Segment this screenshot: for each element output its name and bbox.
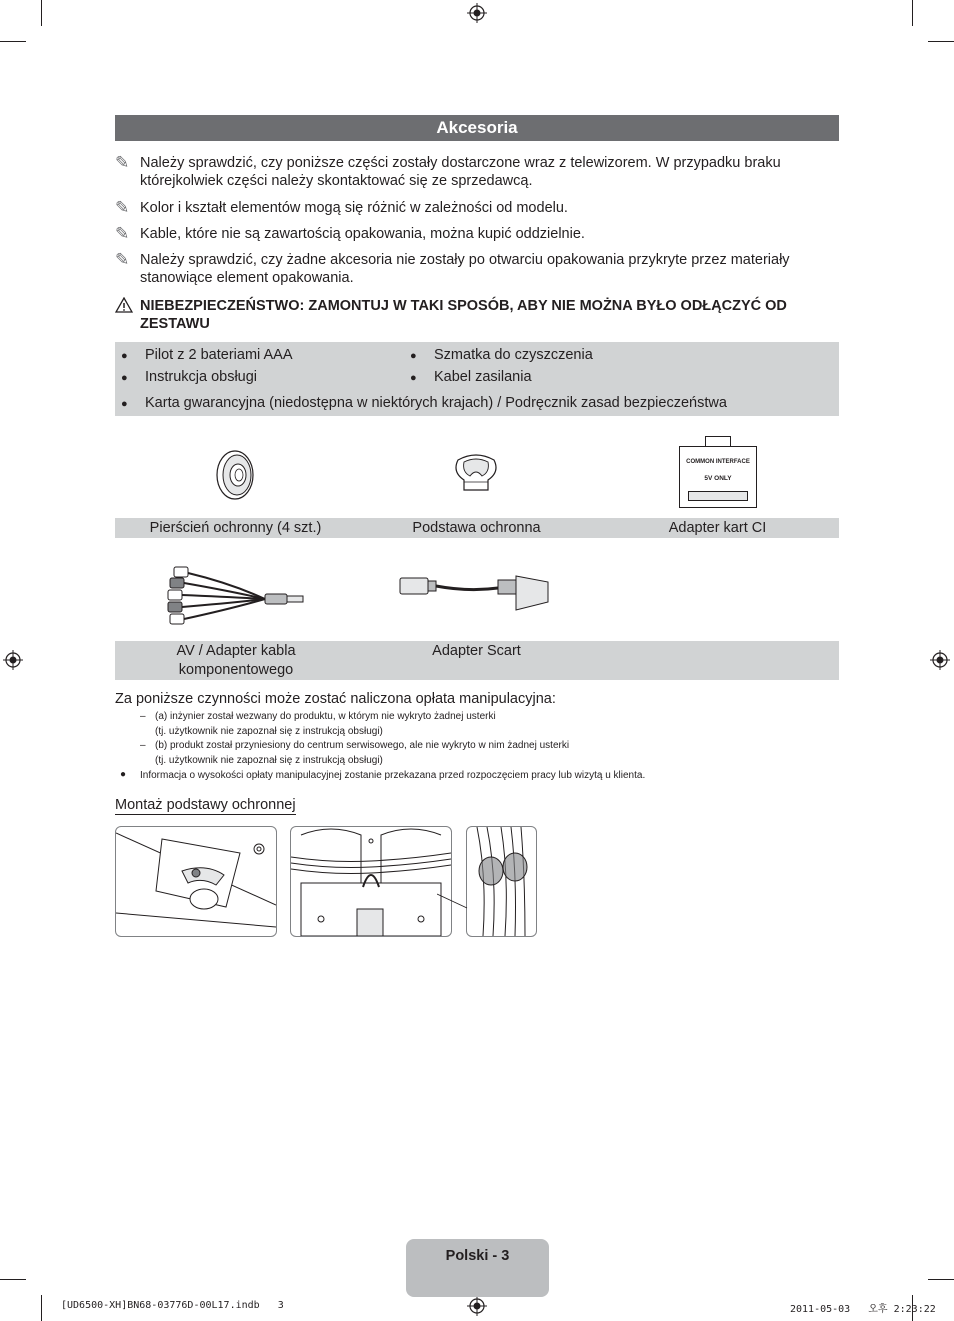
caption-protective-ring: Pierścień ochronny (4 szt.) — [149, 520, 322, 536]
callout-lines — [437, 880, 469, 912]
ci-adapter-illustration — [679, 436, 757, 508]
fee-item: (a) inżynier został wezwany do produktu, w którym nie wykryto żadnej usterki — [155, 711, 496, 722]
warning-triangle-icon — [115, 297, 133, 313]
ci-adapter-body — [679, 446, 757, 508]
note-item — [115, 199, 840, 217]
fee-intro: Za poniższe czynności może zostać naliczona opłata manipulacyjna: — [115, 691, 556, 707]
note-item — [115, 225, 840, 243]
bullet-icon: ● — [120, 769, 127, 780]
av-component-adapter-illustration — [160, 563, 310, 631]
fee-info: Informacja o wysokości opłaty manipulacyjnej zostanie przekazana przed rozpoczęciem pracy lub wizytą u klienta. — [140, 770, 646, 781]
crop-mark — [912, 0, 913, 26]
fee-item: (b) produkt został przyniesiony do centrum serwisowego, ale nie wykryto w nim żadnej usterki — [155, 740, 570, 751]
print-file-info: [UD6500-XH]BN68-03776D-00L17.indb 3 — [61, 1300, 284, 1311]
fee-item: (tj. użytkownik nie zapoznał się z instrukcją obsługi) — [155, 755, 383, 766]
assembly-step-3-drawing — [467, 827, 536, 936]
caption-protective-stand: Podstawa ochronna — [412, 520, 541, 536]
registration-mark-icon — [467, 1296, 487, 1316]
note-text: Kable, które nie są zawartością opakowania, można kupić oddzielnie. — [140, 226, 585, 242]
pencil-note-icon: ✎ — [115, 250, 130, 269]
caption-ci-adapter: Adapter kart CI — [668, 520, 767, 536]
assembly-step-3-detail — [466, 826, 537, 937]
assembly-step-2-drawing — [291, 827, 451, 936]
note-item — [115, 251, 840, 287]
note-item — [115, 154, 840, 190]
assembly-step-2-illustration — [290, 826, 452, 937]
ci-label-voltage: 5V ONLY — [704, 475, 732, 482]
registration-mark-icon — [930, 650, 950, 670]
contents-item: ● Pilot z 2 bateriami AAA — [145, 346, 293, 364]
note-text: Należy sprawdzić, czy poniższe części zostały dostarczone wraz z telewizorem. W przypadku braku którejkolwiek części należy skontaktować się ze sprzedawcą. — [140, 155, 781, 189]
section-title: Akcesoria — [115, 115, 839, 141]
contents-item: ● Karta gwarancyjna (niedostępna w niektórych krajach) / Podręcznik zasad bezpieczeństwa — [145, 394, 727, 412]
warning-text: NIEBEZPIECZEŃSTWO: ZAMONTUJ W TAKI SPOSÓB, ABY NIE MOŻNA BYŁO ODŁĄCZYĆ OD ZESTAWU — [140, 298, 787, 332]
note-text: Kolor i kształt elementów mogą się różnić w zależności od modelu. — [140, 200, 568, 216]
note-text: Należy sprawdzić, czy żadne akcesoria nie zostały po otwarciu opakowania przykryte przez materiały stanowiące element opakowania. — [140, 252, 790, 286]
pencil-note-icon: ✎ — [115, 153, 130, 172]
scart-adapter-illustration — [398, 572, 556, 614]
protective-ring-illustration — [214, 448, 256, 502]
ci-adapter-slot — [688, 491, 748, 501]
caption-scart-adapter: Adapter Scart — [432, 643, 521, 659]
protective-stand-illustration — [452, 450, 500, 494]
contents-item: ● Szmatka do czyszczenia — [434, 346, 593, 364]
registration-mark-icon — [3, 650, 23, 670]
assembly-title: Montaż podstawy ochronnej — [115, 797, 296, 813]
pencil-note-icon: ✎ — [115, 224, 130, 243]
print-timestamp: 2011-05-03 오후 2:23:22 — [790, 1304, 936, 1315]
crop-mark — [41, 0, 42, 26]
crop-mark — [928, 1279, 954, 1280]
pencil-note-icon: ✎ — [115, 198, 130, 217]
warning-note — [115, 297, 840, 333]
crop-mark — [41, 1295, 42, 1321]
page-number-tab: Polski - 3 — [406, 1239, 549, 1297]
contents-item: ● Kabel zasilania — [434, 368, 532, 386]
assembly-step-1-drawing — [116, 827, 276, 936]
crop-mark — [928, 41, 954, 42]
ci-label-interface: COMMON INTERFACE — [686, 459, 750, 465]
fee-item: (tj. użytkownik nie zapoznał się z instrukcją obsługi) — [155, 726, 383, 737]
dash-bullet: – — [140, 740, 146, 751]
dash-bullet: – — [140, 711, 146, 722]
registration-mark-icon — [467, 3, 487, 23]
contents-item: ● Instrukcja obsługi — [145, 368, 257, 386]
crop-mark — [0, 1279, 26, 1280]
assembly-step-1-illustration — [115, 826, 277, 937]
crop-mark — [0, 41, 26, 42]
caption-av-adapter: AV / Adapter kabla komponentowego — [176, 643, 296, 678]
